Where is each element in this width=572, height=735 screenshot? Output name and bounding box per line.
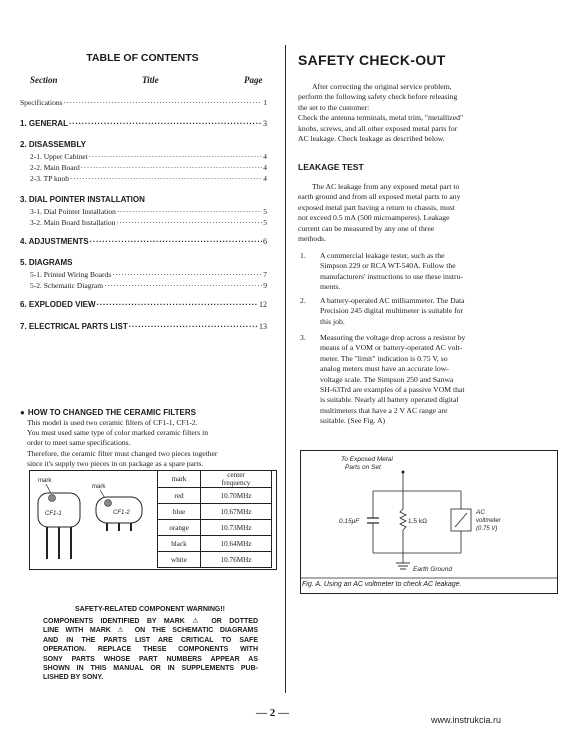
figure-caption: Fig. A. Using an AC voltmeter to check AC leakage. xyxy=(302,581,462,588)
table-cell-mark: blue xyxy=(158,504,201,520)
ceramic-filter-drawing xyxy=(30,471,156,569)
toc-col-section: Section xyxy=(30,75,58,85)
toc-entry-schematic-diagram[interactable] xyxy=(20,281,267,292)
toc-heading-diagrams: 5. DIAGRAMS xyxy=(20,258,73,267)
toc-entry-dial-pointer-installation[interactable] xyxy=(20,207,267,218)
table-cell-mark: white xyxy=(158,552,201,568)
table-cell-frequency: 10.73MHz xyxy=(201,520,272,536)
column-divider xyxy=(285,45,286,693)
table-cell-mark: orange xyxy=(158,520,201,536)
figure-label-top-2: Parts on Set xyxy=(345,464,381,471)
toc-entry-specifications[interactable] xyxy=(20,98,267,109)
toc-entry-main-board-installation[interactable] xyxy=(20,218,267,229)
toc-entry-page: 5 xyxy=(263,218,267,227)
toc-entry-page: 7 xyxy=(263,270,267,279)
safety-warning-title: SAFETY-RELATED COMPONENT WARNING!! xyxy=(75,606,225,613)
toc-entry-label: 1. GENERAL xyxy=(20,119,69,128)
leakage-circuit-figure xyxy=(300,450,558,594)
toc-entry-page: 6 xyxy=(263,237,267,246)
cf11-label: CF1-1 xyxy=(45,511,62,517)
safety-intro-text: After correcting the original service problem, perform the following safety check before releasing the set to the customer: Check the antenna terminals, metal trim, "metallized" knobs, screws, and all other exposed metal parts for AC leakage. Check leakage as described below. xyxy=(298,82,464,144)
toc-entry-label: 5-2. Schematic Diagram xyxy=(30,281,104,290)
capacitor-label: 0.15μF xyxy=(339,518,360,525)
toc-entry-label: 6. EXPLODED VIEW xyxy=(20,300,96,309)
table-row xyxy=(158,520,272,536)
leakage-method-2: 2. A battery-operated AC milliammeter. The Data Precision 245 digital multimeter is suitable for this job. xyxy=(300,296,465,326)
mark-label-2: mark xyxy=(92,484,106,490)
toc-entry-page: 3 xyxy=(263,119,267,128)
filters-text: This model is used two ceramic filters of CF1-1, CF1-2. You must used same type of color marked ceramic filters in order to meet same specifications. Therefore, the ceramic filter must changed two pieces together since it's supply two pieces in on package as a spare parts. xyxy=(27,418,218,468)
table-cell-frequency: 10.76MHz xyxy=(201,552,272,568)
toc-entry-label: 3-1. Dial Pointer Installation xyxy=(30,207,116,216)
toc-entry-printed-wiring-boards[interactable] xyxy=(20,270,267,281)
toc-entry-page: 5 xyxy=(263,207,267,216)
safety-checkout-title: SAFETY CHECK-OUT xyxy=(298,52,446,68)
leakage-method-3: 3. Measuring the voltage drop across a resistor by means of a VOM or battery-operated AC volt- meter. The "limit" indication is 0.75 V, so analog meters must have an accurate low- voltage scale. The Simpson 250 and Sanwa SH-63Trd are examples of a passive VOM that is suitable. Nearly all battery operated digital multimeters that have a 2 V AC range are suitable. (See Fig. A) xyxy=(300,333,466,426)
table-header-row xyxy=(158,471,272,488)
bullet-icon: ● xyxy=(20,408,25,417)
table-cell-frequency: 10.67MHz xyxy=(201,504,272,520)
figure-label-top-1: To Exposed Metal xyxy=(341,456,393,463)
toc-entry-page: 13 xyxy=(259,322,267,331)
toc-entry-electrical-parts-list[interactable] xyxy=(20,322,267,333)
voltmeter-label-1: AC xyxy=(476,509,486,516)
table-cell-frequency: 10.70MHz xyxy=(201,488,272,504)
toc-entry-page: 9 xyxy=(263,281,267,290)
toc-entry-label: 5-1. Printed Wiring Boards xyxy=(30,270,112,279)
leakage-method-1: 1. A commercial leakage tester, such as the Simpson 229 or RCA WT-540A. Follow the manufacturers' instructions to use these instru- ments. xyxy=(300,251,463,292)
toc-entry-label: 2-2. Main Board xyxy=(30,163,80,172)
leakage-circuit-diagram xyxy=(301,451,557,593)
toc-entry-page: 1 xyxy=(263,98,267,107)
toc-entry-page: 4 xyxy=(263,163,267,172)
toc-heading-disassembly: 2. DISASSEMBLY xyxy=(20,140,86,149)
toc-entry-label: 7. ELECTRICAL PARTS LIST xyxy=(20,322,128,331)
resistor-label: 1.5 kΩ xyxy=(408,518,427,525)
table-row xyxy=(158,552,272,568)
toc-entry-label: 3-2. Main Board Installation xyxy=(30,218,116,227)
toc-entry-label: Specifications xyxy=(20,98,63,107)
filters-title: ● HOW TO CHANGED THE CERAMIC FILTERS xyxy=(20,408,196,417)
toc-entry-page: 12 xyxy=(259,300,267,309)
toc-entry-page: 4 xyxy=(263,174,267,183)
filter-frequency-table xyxy=(157,470,272,568)
table-row xyxy=(158,488,272,504)
safety-warning-text: COMPONENTS IDENTIFIED BY MARK ⚠ OR DOTTED LINE WITH MARK ⚠ ON THE SCHEMATIC DIAGRAMS AND IN THE PARTS LIST ARE CRITICAL TO SAFE OPERATION. REPLACE THESE COMPONENTS WITH SONY PARTS WHOSE PART NUMBERS APPEAR AS SHOWN IN THIS MANUAL OR IN SUPPLEMENTS PUB- LISHED BY SONY. xyxy=(43,618,258,682)
toc-heading-dial-pointer: 3. DIAL POINTER INSTALLATION xyxy=(20,195,145,204)
ceramic-filter-figure xyxy=(29,470,277,570)
table-row xyxy=(158,504,272,520)
toc-entry-page: 4 xyxy=(263,152,267,161)
toc-entry-label: 2-1. Upper Cabinet xyxy=(30,152,88,161)
leakage-test-title: LEAKAGE TEST xyxy=(298,162,364,172)
leakage-test-text: The AC leakage from any exposed metal part to earth ground and from all exposed metal parts to any exposed metal part having a return to chassis, must not exceed 0.5 mA (500 microamperes). Leakage current can be measured by any one of three methods. xyxy=(298,182,461,244)
toc-entry-upper-cabinet[interactable] xyxy=(20,152,267,163)
table-cell-mark: red xyxy=(158,488,201,504)
table-header-mark: mark xyxy=(158,471,201,488)
mark-label-1: mark xyxy=(38,478,52,484)
cf12-label: CF1-2 xyxy=(113,510,130,516)
toc-entry-tp-knob[interactable] xyxy=(20,174,267,185)
table-row xyxy=(158,536,272,552)
toc-entry-label: 4. ADJUSTMENTS xyxy=(20,237,89,246)
toc-entry-exploded-view[interactable] xyxy=(20,300,267,311)
earth-ground-label: Earth Ground xyxy=(413,566,453,573)
table-cell-frequency: 10.64MHz xyxy=(201,536,272,552)
toc-entry-general[interactable] xyxy=(20,119,267,130)
table-cell-mark: black xyxy=(158,536,201,552)
toc-entry-label: 2-3. TP knob xyxy=(30,174,69,183)
toc-col-title: Title xyxy=(142,75,159,85)
voltmeter-label-2: voltmeter xyxy=(476,518,501,524)
toc-entry-main-board[interactable] xyxy=(20,163,267,174)
page-number: — 2 — xyxy=(256,707,289,719)
toc-col-page: Page xyxy=(244,75,263,85)
voltmeter-label-3: (0.75 V) xyxy=(476,526,498,532)
toc-entry-adjustments[interactable] xyxy=(20,237,267,248)
watermark: www.instrukcia.ru xyxy=(431,715,502,725)
toc-title: TABLE OF CONTENTS xyxy=(86,52,199,64)
table-header-frequency: center frequency xyxy=(201,471,272,488)
